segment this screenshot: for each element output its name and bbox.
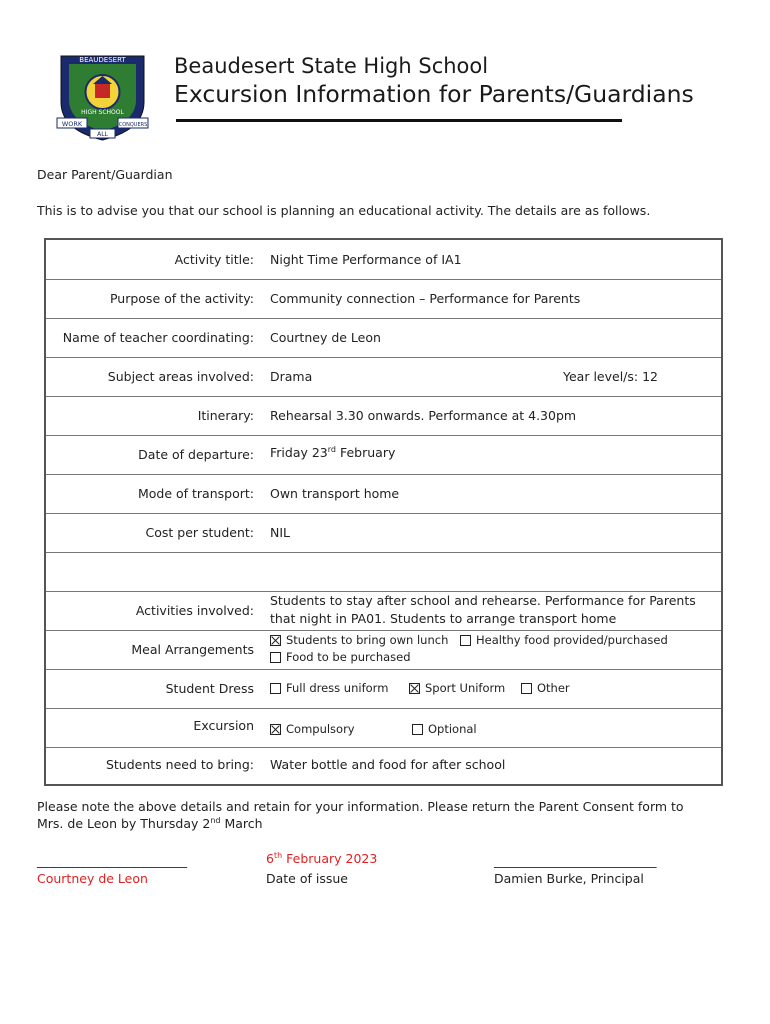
label-dress: Student Dress xyxy=(165,681,254,696)
excursion-optional-label: Optional xyxy=(428,722,477,736)
crest-top-text: BEAUDESERT xyxy=(79,56,126,64)
row-meal xyxy=(46,630,721,670)
value-itinerary: Rehearsal 3.30 onwards. Performance at 4.30pm xyxy=(270,408,577,423)
crest-motto-bottom: ALL xyxy=(97,131,108,138)
row-empty xyxy=(46,552,721,592)
value-teacher: Courtney de Leon xyxy=(270,330,381,345)
meal-own-lunch-option[interactable] xyxy=(270,633,448,647)
meal-own-lunch-label: Students to bring own lunch xyxy=(286,633,449,647)
label-activities: Activities involved: xyxy=(135,603,254,618)
excursion-compulsory-label: Compulsory xyxy=(286,722,355,736)
signature-line-principal: __________________________ xyxy=(494,853,657,868)
value-activities-line2: that night in PA01. Students to arrange transport home xyxy=(270,611,617,626)
label-activity-title: Activity title: xyxy=(174,252,254,267)
excursion-optional-option[interactable] xyxy=(412,722,477,736)
row-transport xyxy=(46,474,721,514)
title-underline xyxy=(176,119,622,122)
label-bring: Students need to bring: xyxy=(105,757,254,772)
meal-purchase-label: Food to be purchased xyxy=(286,650,411,664)
value-purpose: Community connection – Performance for Parents xyxy=(270,291,581,306)
row-cost xyxy=(46,513,721,553)
excursion-compulsory-option[interactable] xyxy=(270,722,355,736)
label-cost: Cost per student: xyxy=(145,525,254,540)
dress-full-checkbox[interactable] xyxy=(270,683,281,694)
excursion-optional-checkbox[interactable] xyxy=(412,724,423,735)
signature-line-teacher: ________________________ xyxy=(37,853,187,868)
label-departure: Date of departure: xyxy=(138,447,254,462)
meal-purchase-option[interactable] xyxy=(270,650,411,664)
meal-healthy-food-checkbox[interactable] xyxy=(460,635,471,646)
intro-text: This is to advise you that our school is planning an educational activity. The details are as follows. xyxy=(37,203,651,218)
row-activities xyxy=(46,591,721,631)
page-title: Excursion Information for Parents/Guardians xyxy=(174,80,694,108)
note-month: March xyxy=(220,816,263,832)
dress-full-option[interactable] xyxy=(270,681,388,695)
excursion-compulsory-checkbox[interactable] xyxy=(270,724,281,735)
departure-ordinal: rd xyxy=(327,445,336,454)
details-table xyxy=(44,238,723,786)
meal-healthy-food-option[interactable] xyxy=(460,633,668,647)
dress-sport-checkbox[interactable] xyxy=(409,683,420,694)
signature-teacher-name: Courtney de Leon xyxy=(37,871,148,886)
value-transport: Own transport home xyxy=(270,486,400,501)
note-line1: Please note the above details and retain for your information. Please return the Parent Consent form to xyxy=(37,799,684,814)
greeting: Dear Parent/Guardian xyxy=(37,167,173,182)
dress-other-checkbox[interactable] xyxy=(521,683,532,694)
meal-healthy-food-label: Healthy food provided/purchased xyxy=(476,633,668,647)
school-crest-logo xyxy=(55,50,150,142)
departure-month: February xyxy=(336,445,396,461)
school-name: Beaudesert State High School xyxy=(174,54,489,78)
dress-full-label: Full dress uniform xyxy=(286,681,389,695)
value-year-level: 12 xyxy=(642,369,658,384)
departure-day: Friday 23 xyxy=(270,445,328,461)
dress-sport-label: Sport Uniform xyxy=(425,681,506,695)
label-subject: Subject areas involved: xyxy=(107,369,254,384)
value-activities-line1: Students to stay after school and rehearse. Performance for Parents xyxy=(270,593,696,608)
issue-date-label: Date of issue xyxy=(266,871,348,886)
value-activity-title: Night Time Performance of IA1 xyxy=(270,252,462,267)
row-subject xyxy=(46,357,721,397)
meal-own-lunch-checkbox[interactable] xyxy=(270,635,281,646)
row-activity-title xyxy=(46,240,721,280)
issue-date xyxy=(266,851,377,866)
note-return-by: Mrs. de Leon by Thursday 2 xyxy=(37,816,211,832)
note-line2 xyxy=(37,816,263,831)
row-excursion xyxy=(46,708,721,748)
value-bring: Water bottle and food for after school xyxy=(270,757,506,772)
label-purpose: Purpose of the activity: xyxy=(109,291,254,306)
row-bring xyxy=(46,747,721,784)
label-itinerary: Itinerary: xyxy=(197,408,254,423)
label-teacher: Name of teacher coordinating: xyxy=(62,330,254,345)
row-teacher xyxy=(46,318,721,358)
note-ordinal: nd xyxy=(210,816,221,825)
signature-principal-name: Damien Burke, Principal xyxy=(494,871,644,886)
label-year-level: Year level/s: xyxy=(563,369,639,384)
issue-date-day: 6 xyxy=(266,851,274,867)
row-dress xyxy=(46,669,721,709)
crest-middle-text: HIGH SCHOOL xyxy=(81,109,124,116)
crest-motto-left: WORK xyxy=(61,120,83,128)
value-cost: NIL xyxy=(270,525,291,540)
row-purpose xyxy=(46,279,721,319)
issue-date-rest: February 2023 xyxy=(282,851,378,867)
dress-sport-option[interactable] xyxy=(409,681,505,695)
row-departure xyxy=(46,435,721,475)
crest-motto-right: CONQUERS xyxy=(118,122,148,128)
dress-other-label: Other xyxy=(537,681,570,695)
value-departure xyxy=(270,445,395,460)
issue-date-ordinal: th xyxy=(273,851,283,860)
row-itinerary xyxy=(46,396,721,436)
value-subject: Drama xyxy=(270,369,313,384)
label-excursion: Excursion xyxy=(193,718,254,733)
label-meal: Meal Arrangements xyxy=(131,642,254,657)
label-transport: Mode of transport: xyxy=(137,486,254,501)
dress-other-option[interactable] xyxy=(521,681,570,695)
meal-purchase-checkbox[interactable] xyxy=(270,652,281,663)
year-level xyxy=(563,369,658,384)
